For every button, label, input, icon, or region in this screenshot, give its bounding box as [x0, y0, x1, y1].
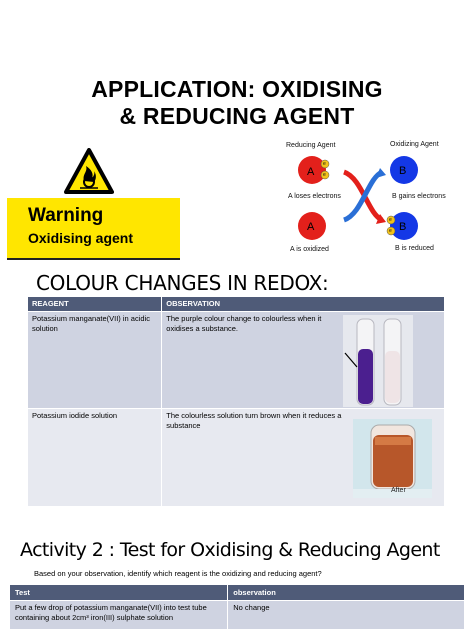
warning-text: Oxidising agent	[28, 230, 134, 246]
reagent-cell: Potassium iodide solution	[28, 409, 162, 506]
colour-changes-heading: COLOUR CHANGES IN REDOX:	[36, 271, 329, 295]
a-is-oxidized-caption: A is oxidized	[290, 246, 329, 253]
atom-b-label: B	[399, 165, 407, 177]
electron-label: e	[389, 217, 392, 223]
title-line-1: APPLICATION: OXIDISING	[91, 76, 383, 102]
photo-caption-after: After	[391, 487, 406, 494]
atom-a-label: A	[307, 221, 315, 233]
atom-b-label: B	[399, 221, 407, 233]
a-loses-electrons-caption: A loses electrons	[288, 193, 341, 200]
observation-text: The colourless solution turn brown when it reduces a substance	[166, 411, 342, 430]
observation-text: The purple colour change to colourless when it oxidises a substance.	[166, 314, 322, 333]
reagent-cell: Potassium manganate(VII) in acidic solution	[28, 312, 162, 409]
electron-label: e	[389, 228, 392, 234]
activity-table	[10, 585, 465, 629]
table-header-row	[10, 585, 465, 601]
activity-instruction: Based on your observation, identify which reagent is the oxidizing and reducing agent?	[34, 569, 322, 578]
table-header-row	[28, 297, 445, 312]
observation-cell: No change	[228, 601, 465, 629]
redox-diagram	[282, 138, 452, 256]
warning-heading: Warning	[28, 205, 104, 226]
test-tube-photo-iodide	[353, 419, 432, 498]
activity-heading: Activity 2 : Test for Oxidising & Reducing Agent	[20, 539, 440, 561]
electron-label: e	[323, 161, 326, 167]
column-header-test: Test	[10, 585, 228, 601]
test-tube-photo-manganate	[343, 315, 413, 407]
reducing-agent-label: Reducing Agent	[286, 142, 336, 149]
b-is-reduced-caption: B is reduced	[395, 245, 434, 252]
b-gains-electrons-caption: B gains electrons	[392, 193, 446, 200]
electron-label: e	[323, 172, 326, 178]
atom-a-label: A	[307, 166, 315, 178]
column-header-observation: observation	[228, 585, 465, 601]
test-cell: Put a few drop of potassium manganate(VII) into test tube containing about 2cm³ iron(III) sulphate solution	[10, 601, 228, 629]
page-title	[0, 76, 474, 130]
title-line-2: & REDUCING AGENT	[119, 103, 355, 129]
oxidizing-agent-label: Oxidizing Agent	[390, 141, 439, 148]
oxidiser-hazard-icon	[64, 148, 114, 194]
column-header-observation: OBSERVATION	[162, 297, 445, 312]
column-header-reagent: REAGENT	[28, 297, 162, 312]
table-row	[10, 601, 465, 629]
